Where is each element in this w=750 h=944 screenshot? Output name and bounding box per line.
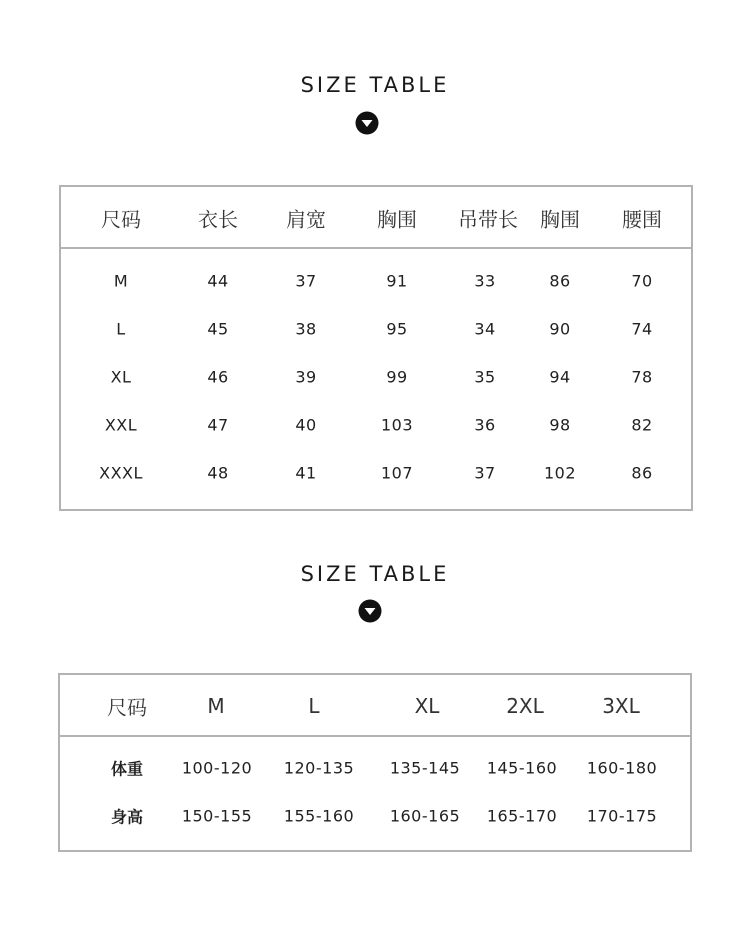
table-cell: 36	[474, 415, 496, 435]
table-cell: 37	[474, 463, 496, 483]
header-cell-m: M	[207, 694, 225, 718]
table-cell: 37	[295, 271, 317, 291]
table-cell: 39	[295, 367, 317, 387]
table-cell: 160-165	[389, 806, 461, 826]
header-cell-xl: XL	[414, 694, 440, 718]
table-cell: 82	[631, 415, 653, 435]
table-cell: 100-120	[181, 758, 253, 778]
chevron-down-circle-icon	[358, 599, 382, 623]
header-cell-bust: 胸围	[377, 207, 417, 232]
table-cell: 120-135	[283, 758, 355, 778]
header-cell-size: 尺码	[101, 207, 141, 232]
table-cell: 46	[207, 367, 229, 387]
size-table-title-1: SIZE TABLE	[300, 73, 450, 97]
table-cell: 78	[631, 367, 653, 387]
table-cell: 70	[631, 271, 653, 291]
table-cell: 40	[295, 415, 317, 435]
table-cell: 95	[386, 319, 408, 339]
table-cell: 74	[631, 319, 653, 339]
table-cell: 150-155	[181, 806, 253, 826]
table-cell: 155-160	[283, 806, 355, 826]
table-cell: 86	[631, 463, 653, 483]
table-cell: 102	[543, 463, 577, 483]
table-cell: 94	[549, 367, 571, 387]
table-cell: 91	[386, 271, 408, 291]
table-cell: 35	[474, 367, 496, 387]
table-cell: 99	[386, 367, 408, 387]
table-cell: M	[113, 271, 129, 291]
header-cell-strap-length: 吊带长	[458, 207, 518, 232]
table-cell: 33	[474, 271, 496, 291]
table-cell: 98	[549, 415, 571, 435]
table-cell: 47	[207, 415, 229, 435]
header-cell-shoulder: 肩宽	[286, 207, 326, 232]
table-cell: XXXL	[99, 463, 143, 483]
header-cell-3xl: 3XL	[602, 694, 640, 718]
table-cell: 145-160	[486, 758, 558, 778]
table-cell: 135-145	[389, 758, 461, 778]
header-cell-2xl: 2XL	[506, 694, 544, 718]
table-cell: 103	[380, 415, 414, 435]
header-cell-length: 衣长	[198, 207, 238, 232]
table-cell: 90	[549, 319, 571, 339]
size-table-title-2: SIZE TABLE	[300, 562, 450, 586]
table-cell: L	[116, 319, 126, 339]
header-cell-size: 尺码	[107, 695, 147, 720]
row-label-height: 身高	[110, 807, 144, 827]
table-cell: 41	[295, 463, 317, 483]
header-cell-waist: 腰围	[622, 207, 662, 232]
size-table-1	[59, 185, 693, 511]
size-table-2	[58, 673, 692, 852]
table-cell: 38	[295, 319, 317, 339]
table-cell: XL	[110, 367, 132, 387]
header-divider	[60, 735, 690, 737]
table-cell: 86	[549, 271, 571, 291]
table-cell: 44	[207, 271, 229, 291]
table-cell: 160-180	[586, 758, 658, 778]
header-cell-bust-2: 胸围	[540, 207, 580, 232]
header-divider	[61, 247, 691, 249]
chevron-down-circle-icon	[355, 111, 379, 135]
table-cell: 34	[474, 319, 496, 339]
table-cell: 170-175	[586, 806, 658, 826]
header-cell-l: L	[308, 694, 320, 718]
table-cell: 48	[207, 463, 229, 483]
table-cell: 165-170	[486, 806, 558, 826]
table-cell: 107	[380, 463, 414, 483]
table-cell: XXL	[104, 415, 138, 435]
row-label-weight: 体重	[110, 759, 144, 779]
table-cell: 45	[207, 319, 229, 339]
